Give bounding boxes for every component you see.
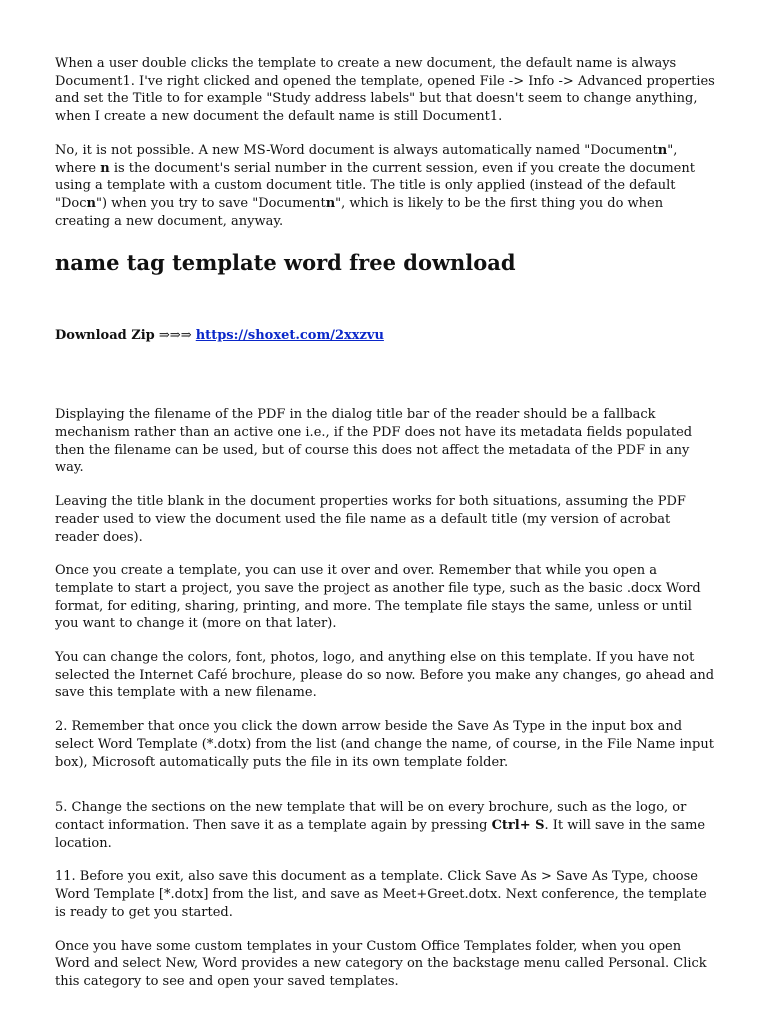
intro-question-paragraph: When a user double clicks the template to create a new document, the default name is always Document1. I've right clicked and opened the template, opened File -> Info -> Advanced properties and set the Title to for example "Study address labels" but that doesn't seem to change anything, when I create a new document the default name is still Document1. [55,56,715,125]
download-link[interactable]: https://shoxet.com/2xxzvu [195,328,384,344]
paragraph-step-5 [55,799,717,852]
page-heading: name tag template word free download [55,250,516,276]
answer-text-4: ") when you try to save "Document [95,195,326,211]
paragraph-title-blank: Leaving the title blank in the document properties works for both situations, assuming the PDF reader used to view the document used the file name as a default title (my version of acrobat reader does). [55,494,686,545]
answer-bold-1: n [657,142,668,158]
answer-bold-4: n [325,195,336,211]
paragraph-pdf-filename: Displaying the filename of the PDF in the dialog title bar of the reader should be a fallback mechanism rather than an active one i.e., if the PDF does not have its metadata fields populated then the filename can be used, but of course this does not affect the metadata of the PDF in any way. [55,407,693,476]
answer-bold-3: n [86,195,96,211]
answer-text-2: ", where [55,142,678,176]
answer-paragraph [55,142,717,231]
document-page [55,55,717,991]
answer-text-3: is the document's serial number in the current session, even if you create the document using a template with a custom document title. The title is only applied (instead of the default "Doc [55,160,695,211]
paragraph-step-2: 2. Remember that once you click the down arrow beside the Save As Type in the input box and select Word Template (*.dotx) from the list (and change the name, of course, in the File Name input box), Microsoft automatically puts the file in its own template folder. [55,719,714,770]
step5-shortcut: Ctrl+ S [491,817,545,833]
paragraph-change-colors: You can change the colors, font, photos, logo, and anything else on this template. If you have not selected the Internet Café brochure, please do so now. Before you make any changes, go ahead and save this template with a new filename. [55,650,715,701]
paragraph-closing: Once you have some custom templates in your Custom Office Templates folder, when you open Word and select New, Word provides a new category on the backstage menu called Personal. Click this category to see and open your saved templates. [55,938,707,989]
answer-text-5: ", which is likely to be the first thing you do when creating a new document, anyway. [55,195,664,229]
download-label: Download Zip [55,328,155,344]
arrow-glyphs: ⇒⇒⇒ [158,328,192,344]
step5-text-before: 5. Change the sections on the new template that will be on every brochure, such as the logo, or contact information. Then save it as a template again by pressing [55,800,687,833]
paragraph-step-11: 11. Before you exit, also save this document as a template. Click Save As > Save As Type, choose Word Template [*.dotx] from the list, and save as Meet+Greet.dotx. Next conference, the template is ready to get you started. [55,869,707,920]
download-line [55,327,717,344]
answer-bold-2: n [100,160,110,176]
paragraph-create-template: Once you create a template, you can use it over and over. Remember that while you open a template to start a project, you save the project as another file type, such as the basic .docx Word format, for editing, sharing, printing, and more. The template file stays the same, unless or until you want to change it (more on that later). [55,563,701,632]
step5-text-after: . It will save in the same location. [55,817,706,851]
answer-text-1: No, it is not possible. A new MS-Word document is always automatically named "Document [55,142,658,158]
